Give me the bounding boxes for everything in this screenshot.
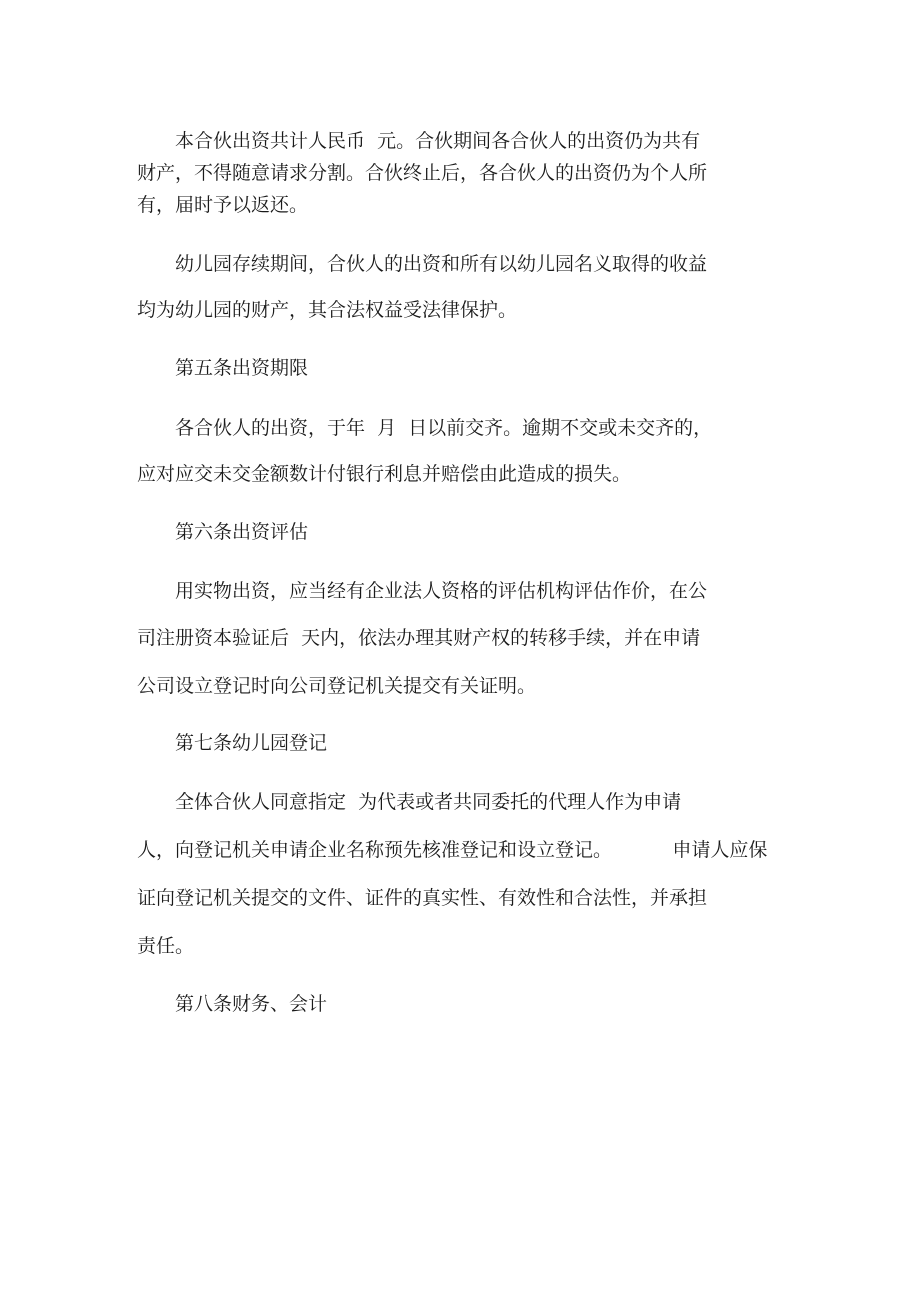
article-5-heading: 第五条出资期限 [175, 357, 309, 379]
paragraph-1-line-3: 有，届时予以返还。 [137, 194, 309, 216]
paragraph-5-line-1: 全体合伙人同意指定 为代表或者共同委托的代理人作为申请 [175, 791, 682, 813]
paragraph-5-line-2: 人，向登记机关申请企业名称预先核准登记和设立登记。 申请人应保 [137, 839, 768, 861]
paragraph-4-line-2: 司注册资本验证后 天内，依法办理其财产权的转移手续，并在申请 [137, 627, 701, 649]
paragraph-2-line-1: 幼儿园存续期间，合伙人的出资和所有以幼儿园名义取得的收益 [175, 253, 708, 275]
article-7-heading: 第七条幼儿园登记 [175, 732, 328, 754]
paragraph-3-line-2: 应对应交未交金额数计付银行利息并赔偿由此造成的损失。 [137, 463, 632, 485]
paragraph-5-line-4: 责任。 [137, 935, 195, 957]
article-6-heading: 第六条出资评估 [175, 521, 309, 543]
paragraph-4-line-1: 用实物出资，应当经有企业法人资格的评估机构评估作价，在公 [175, 580, 708, 602]
paragraph-1-line-1: 本合伙出资共计人民币 元。合伙期间各合伙人的出资仍为共有 [175, 130, 701, 152]
paragraph-5-line-3: 证向登记机关提交的文件、证件的真实性、有效性和合法性，并承担 [137, 887, 708, 909]
paragraph-2-line-2: 均为幼儿园的财产，其合法权益受法律保护。 [137, 299, 518, 321]
article-8-heading: 第八条财务、会计 [175, 993, 328, 1015]
paragraph-3-line-1: 各合伙人的出资，于年 月 日以前交齐。逾期不交或未交齐的， [175, 417, 713, 439]
paragraph-4-line-3: 公司设立登记时向公司登记机关提交有关证明。 [137, 675, 537, 697]
paragraph-1-line-2: 财产，不得随意请求分割。合伙终止后，各合伙人的出资仍为个人所 [137, 162, 708, 184]
